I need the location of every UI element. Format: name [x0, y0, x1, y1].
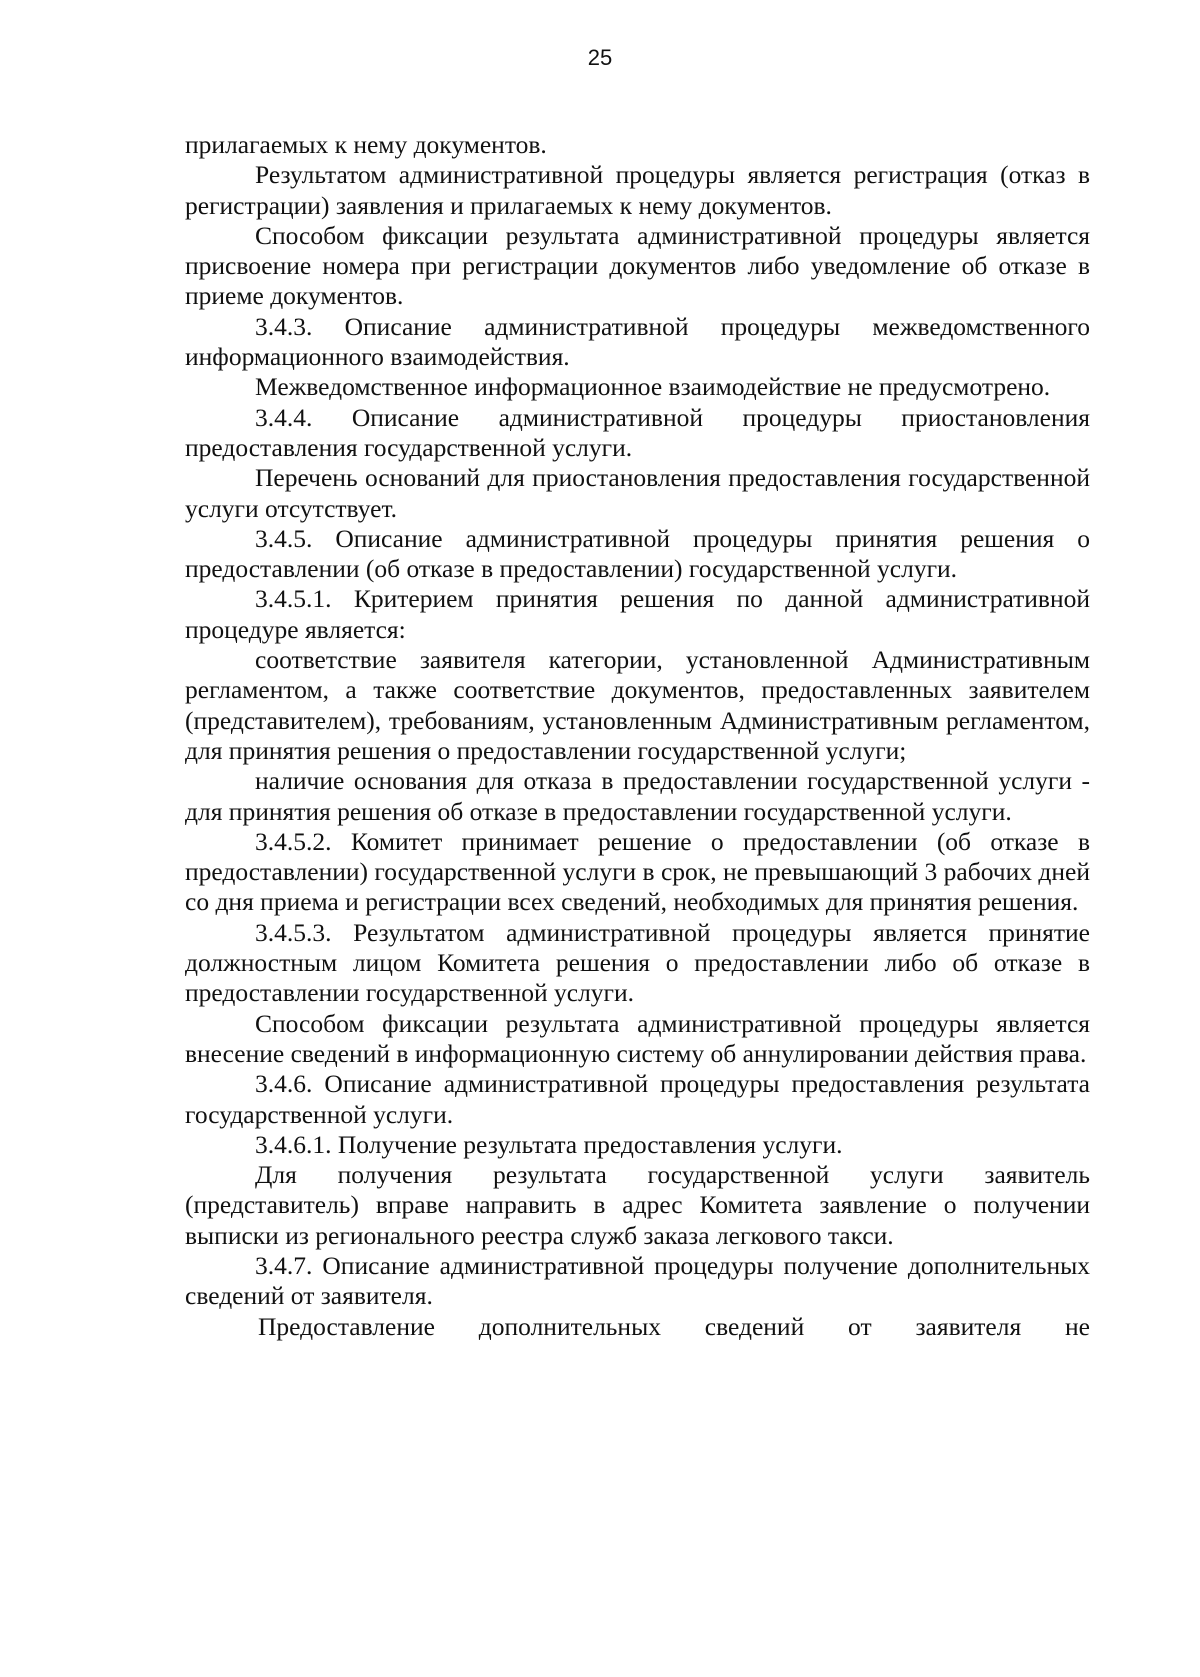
paragraph-continued: Предоставление дополнительных сведений от заявителя не: [258, 1311, 1090, 1341]
list-item: наличие основания для отказа в предоставлении государственной услуги - для принятия решения об отказе в предоставлении государственной услуги.: [185, 766, 1090, 826]
subsection-3-4-5-2: 3.4.5.2. Комитет принимает решение о предоставлении (об отказе в предоставлении) государственной услуги в срок, не превышающий 3 рабочих дней со дня приема и регистрации всех сведений, необходимых для принятия решения.: [185, 826, 1090, 917]
paragraph: Для получения результата государственной услуги заявитель (представитель) вправе направить в адрес Комитета заявление о получении выписки из регионального реестра служб заказа легкового такси.: [185, 1160, 1090, 1250]
subsection-3-4-5-3: 3.4.5.3. Результатом административной процедуры является принятие должностным лицом Комитета решения о предоставлении либо об отказе в предоставлении государственной услуги.: [185, 917, 1090, 1008]
page-number: 25: [587, 45, 613, 70]
section-heading-3-4-7: 3.4.7. Описание административной процедуры получение дополнительных сведений от заявителя.: [185, 1250, 1090, 1311]
paragraph: Способом фиксации результата административной процедуры является внесение сведений в информационную систему об аннулировании действия права.: [185, 1008, 1090, 1068]
section-heading-3-4-5: 3.4.5. Описание административной процедуры принятия решения о предоставлении (об отказе в предоставлении) государственной услуги.: [185, 523, 1090, 584]
paragraph: Перечень оснований для приостановления предоставления государственной услуги отсутствует.: [185, 463, 1090, 523]
paragraph: Способом фиксации результата административной процедуры является присвоение номера при регистрации документов либо уведомление об отказе в приеме документов.: [185, 220, 1090, 311]
subsection-3-4-5-1: 3.4.5.1. Критерием принятия решения по данной административной процедуре является:: [185, 584, 1090, 644]
list-item: соответствие заявителя категории, установленной Административным регламентом, а также соответствие документов, предоставленных заявителем (представителем), требованиям, установленным Административным регламентом, для принятия решения о предоставлении государственной услуги;: [185, 645, 1090, 765]
paragraph: Результатом административной процедуры является регистрация (отказ в регистрации) заявления и прилагаемых к нему документов.: [185, 160, 1090, 220]
section-heading-3-4-3: 3.4.3. Описание административной процедуры межведомственного информационного взаимодействия.: [185, 311, 1090, 372]
subsection-3-4-6-1: 3.4.6.1. Получение результата предоставления услуги.: [255, 1129, 843, 1159]
paragraph: прилагаемых к нему документов.: [185, 130, 547, 159]
section-heading-3-4-4: 3.4.4. Описание административной процедуры приостановления предоставления государственной услуги.: [185, 402, 1090, 462]
paragraph: Межведомственное информационное взаимодействие не предусмотрено.: [255, 372, 1051, 402]
document-body: [185, 130, 1090, 1342]
section-heading-3-4-6: 3.4.6. Описание административной процедуры предоставления результата государственной услуги.: [185, 1069, 1090, 1129]
